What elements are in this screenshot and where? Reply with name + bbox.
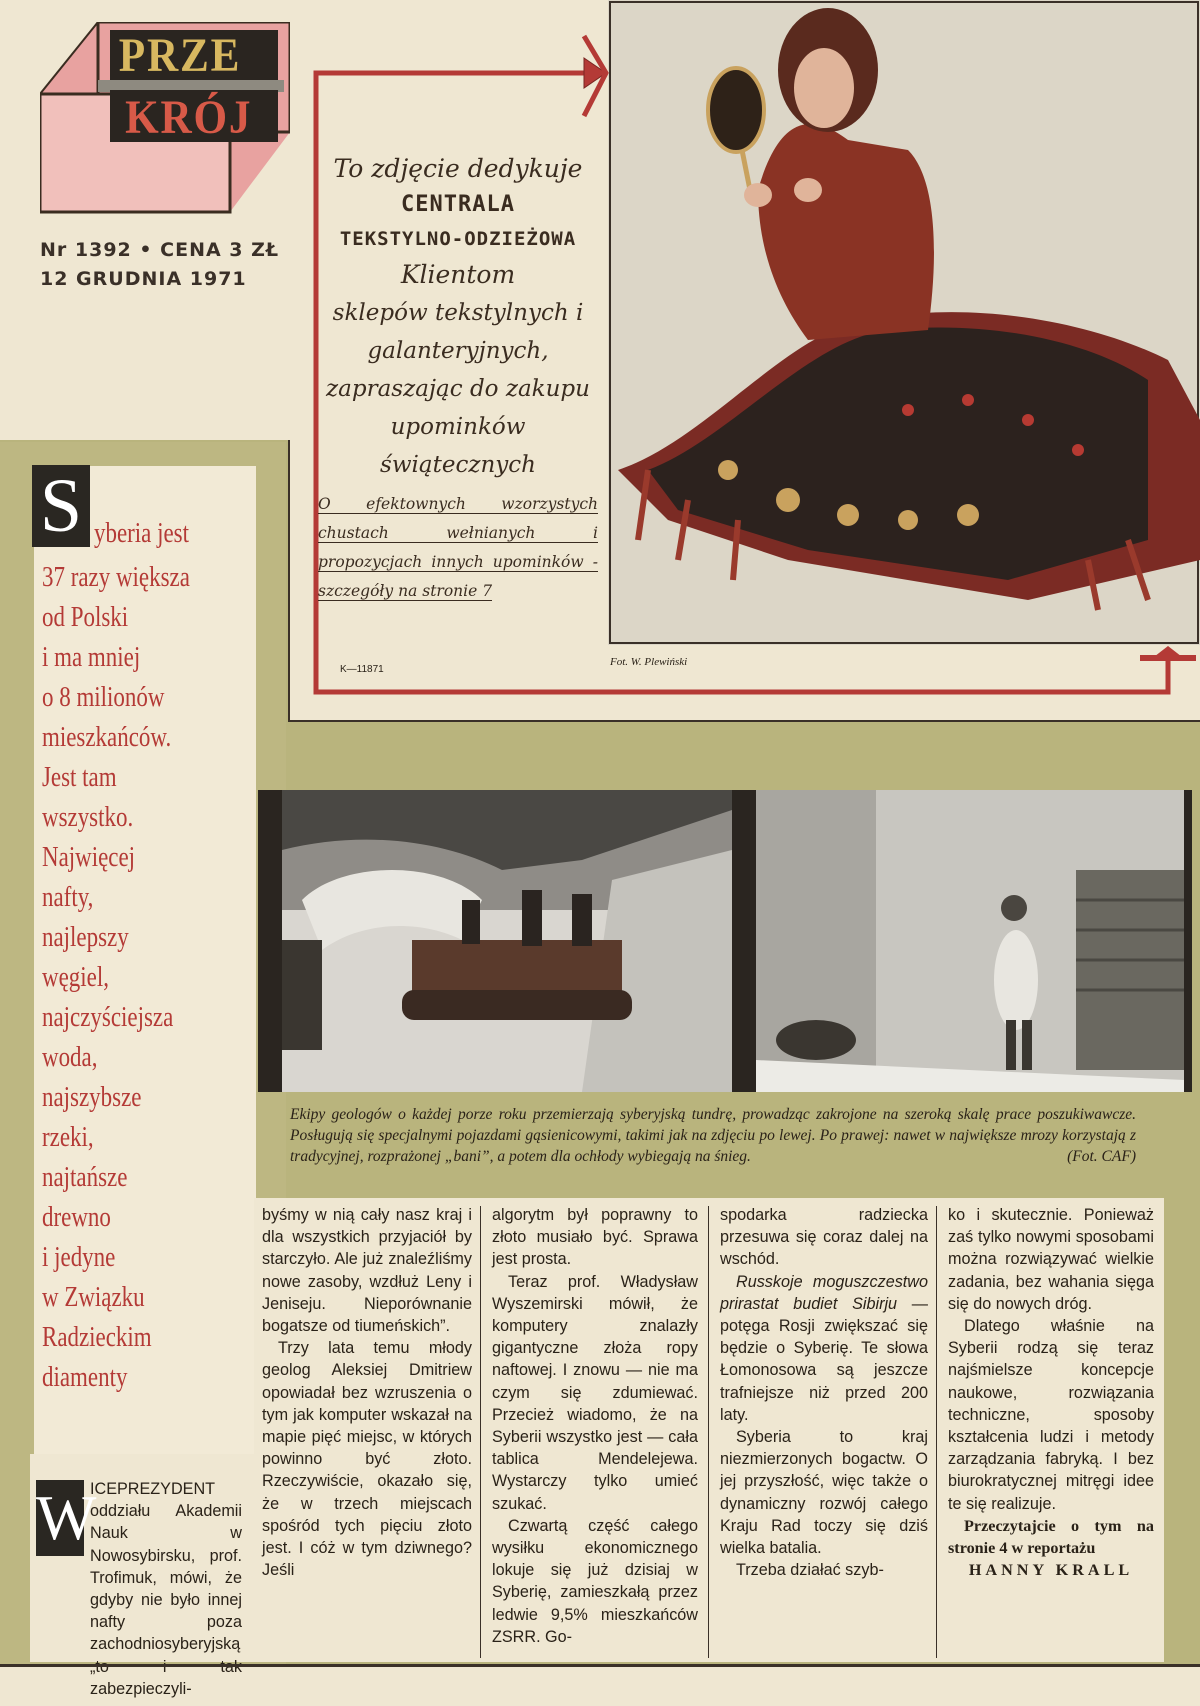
col3-para-a: spodarka radziecka przesuwa się coraz dalej na wschód. (720, 1206, 928, 1269)
col2-para-a: algorytm był poprawny to złoto musiało być. Sprawa jest prosta. (492, 1206, 698, 1269)
column-rule (480, 1206, 481, 1658)
col0-text: ICEPREZYDENT oddziału Akademii Nauk w Nowosybirsku, prof. Trofimuk, mówi, że gdyby nie było innej nafty poza zachodniosyberyjską zabezpieczyli- (90, 1480, 242, 1698)
col3-para-c: Syberia to kraj niezmierzonych bogactw. O jej przyszłość, więc także o dynamiczny rozwój całego Kraju Rad toczy się dziś wielka batalia. (720, 1428, 928, 1558)
caption-text: Ekipy geologów o każdej porze roku przemierzają syberyjską tundrę, prowadząc zakrojone na szeroką skalę prace poszukiwawcze. Posługują się specjalnymi pojazdami gąsienicowymi, takimi jak na zdjęciu po lewej. Po prawej: nawet w największe mrozy korzystają z tradycyjnej, rozprażonej „bani”, a potem dla ochłody wybiegają na śnieg. (290, 1106, 1136, 1165)
col1-para-b: Trzy lata temu młody geolog Aleksiej Dmitriew opowiadał bez wzruszenia o tym jak komputer wskazał na mapie pięć miejsc, w których powinno być złoto. Rzeczywiście, okazało się, że w trzech miejscach spośród tych pięciu złoto jest. I cóż w tym dziwnego? Jeśli (262, 1339, 472, 1580)
siberia-headline-line: najlepszy (42, 922, 129, 953)
siberia-headline (42, 558, 217, 1398)
col3-para-d: Trzeba działać szyb- (736, 1561, 884, 1580)
photo-frame-right (1184, 790, 1192, 1092)
woman-with-mirror-photo (608, 0, 1200, 645)
siberia-headline-line: diamenty (42, 1362, 128, 1393)
logo-line1: PRZE (118, 29, 242, 82)
col4-para-b: Dlatego właśnie na Syberii rodzą się teraz najśmielsze koncepcje naukowe, rozwiązania techniczne, sposoby kształcenia ludzi i metody zarządzania fabryką. I bez biurokratycznej mitręgi idee te się realizuje. (948, 1317, 1154, 1513)
siberia-headline-line: Najwięcej (42, 842, 136, 873)
column-rule (936, 1206, 937, 1658)
siberia-headline-line: 37 razy większa (42, 562, 190, 593)
siberia-headline-line: najtańsze (42, 1162, 128, 1193)
banya-snow-photo (756, 790, 1184, 1092)
dedication-line3: TEKSTYLNO-ODZIEŻOWA (339, 228, 577, 250)
issue-number-price: Nr 1392 • CENA 3 ZŁ (40, 239, 280, 261)
col4-signoff: Przeczytajcie o tym na stronie 4 w reportażu (948, 1516, 1154, 1558)
article-column-2 (492, 1204, 698, 1648)
caption-credit: (Fot. CAF) (1067, 1148, 1136, 1165)
photo-caption (290, 1104, 1136, 1167)
col3-para-b: Russkoje moguszczestwo prirastat budiet Sibirju — potęga Rosji zwiększać się będzie o Syberię. Te słowa Łomonosowa są jeszcze trafniejsze niż przed 200 laty. (720, 1272, 928, 1424)
dedication-line2: CENTRALA (401, 192, 515, 217)
siberia-headline-line: Radzieckim (42, 1322, 152, 1353)
dedication-line5: sklepów tekstylnych i galanteryjnych, zapraszając do zakupu upominków świątecznych (326, 300, 590, 478)
siberia-headline-line: Jest tam (42, 762, 117, 793)
dedication-line4: Klientom (400, 260, 516, 289)
article-column-3 (720, 1204, 928, 1581)
dedication-text (318, 150, 598, 606)
siberia-headline-line: najszybsze (42, 1082, 142, 1113)
bottom-rule (0, 1664, 1200, 1667)
article-column-1 (262, 1204, 472, 1581)
article-column-4 (948, 1204, 1154, 1581)
siberia-headline-line: drewno (42, 1202, 111, 1233)
issue-info (40, 236, 280, 294)
photo-credit: Fot. W. Plewiński (610, 656, 688, 668)
col2-para-c: Czwartą część całego wysiłku ekonomicznego lokuje się już dzisiaj w Syberię, zamieszkałą przez ledwie 9,5% mieszkańców ZSRR. Go- (492, 1516, 698, 1646)
siberia-headline-line: najczyściejsza (42, 1002, 174, 1033)
ad-code: K—11871 (340, 664, 384, 675)
col2-para-b: Teraz prof. Władysław Wyszemirski mówił, że komputery znalazły gigantyczne złoża ropy naftowej. I znowu — nie ma czym się zdumiewać. Przecież wiadomo, że na Syberii wszystko jest — cała tablica Mendelejewa. Wystarczy tylko umieć szukać. (492, 1272, 698, 1513)
siberia-headline-line: rzeki, (42, 1122, 94, 1153)
siberia-headline-line: nafty, (42, 882, 94, 913)
column-rule (708, 1206, 709, 1658)
siberia-first-line: yberia jest (94, 518, 189, 549)
siberia-headline-line: węgiel, (42, 962, 109, 993)
col1-para-a: byśmy w nią cały nasz kraj i dla wszystkich przyjaciół by starczyło. Ale już znaleźliśmy nowe zasoby, wzdłuż Leny i Jeniseju. Nieporównanie bogatsze od tiumeńskich”. (262, 1206, 472, 1336)
siberia-headline-line: o 8 milionów (42, 682, 165, 713)
siberia-headline-line: woda, (42, 1042, 98, 1073)
siberia-headline-line: mieszkańców. (42, 722, 172, 753)
issue-date: 12 GRUDNIA 1971 (40, 268, 247, 290)
siberia-headline-line: i ma mniej (42, 642, 141, 673)
siberia-headline-line: w Związku (42, 1282, 145, 1313)
dedication-line1: To zdjęcie dedykuje (333, 154, 583, 183)
dropcap-s: S (32, 465, 90, 547)
col4-author: HANNY KRALL (968, 1561, 1134, 1580)
siberia-headline-line: wszystko. (42, 802, 134, 833)
dedication-small: O efektownych wzorzystych chustach wełnianych i propozycjach innych upominków - szczegóły na stronie 7 (318, 495, 598, 600)
siberia-headline-line: od Polski (42, 602, 129, 633)
col4-para-a: ko i skutecznie. Ponieważ zaś tylko nowymi sposobami można rozwiązywać wielkie zadania, bez wahania sięga się do nowych dróg. (948, 1206, 1154, 1313)
siberia-headline-line: i jedyne (42, 1242, 116, 1273)
photo-frame-left (258, 790, 282, 1092)
logo-line2: KRÓJ (125, 91, 253, 144)
dropcap-w: W (36, 1480, 84, 1556)
tracked-vehicle-photo (282, 790, 732, 1092)
photos-divider (732, 790, 756, 1092)
